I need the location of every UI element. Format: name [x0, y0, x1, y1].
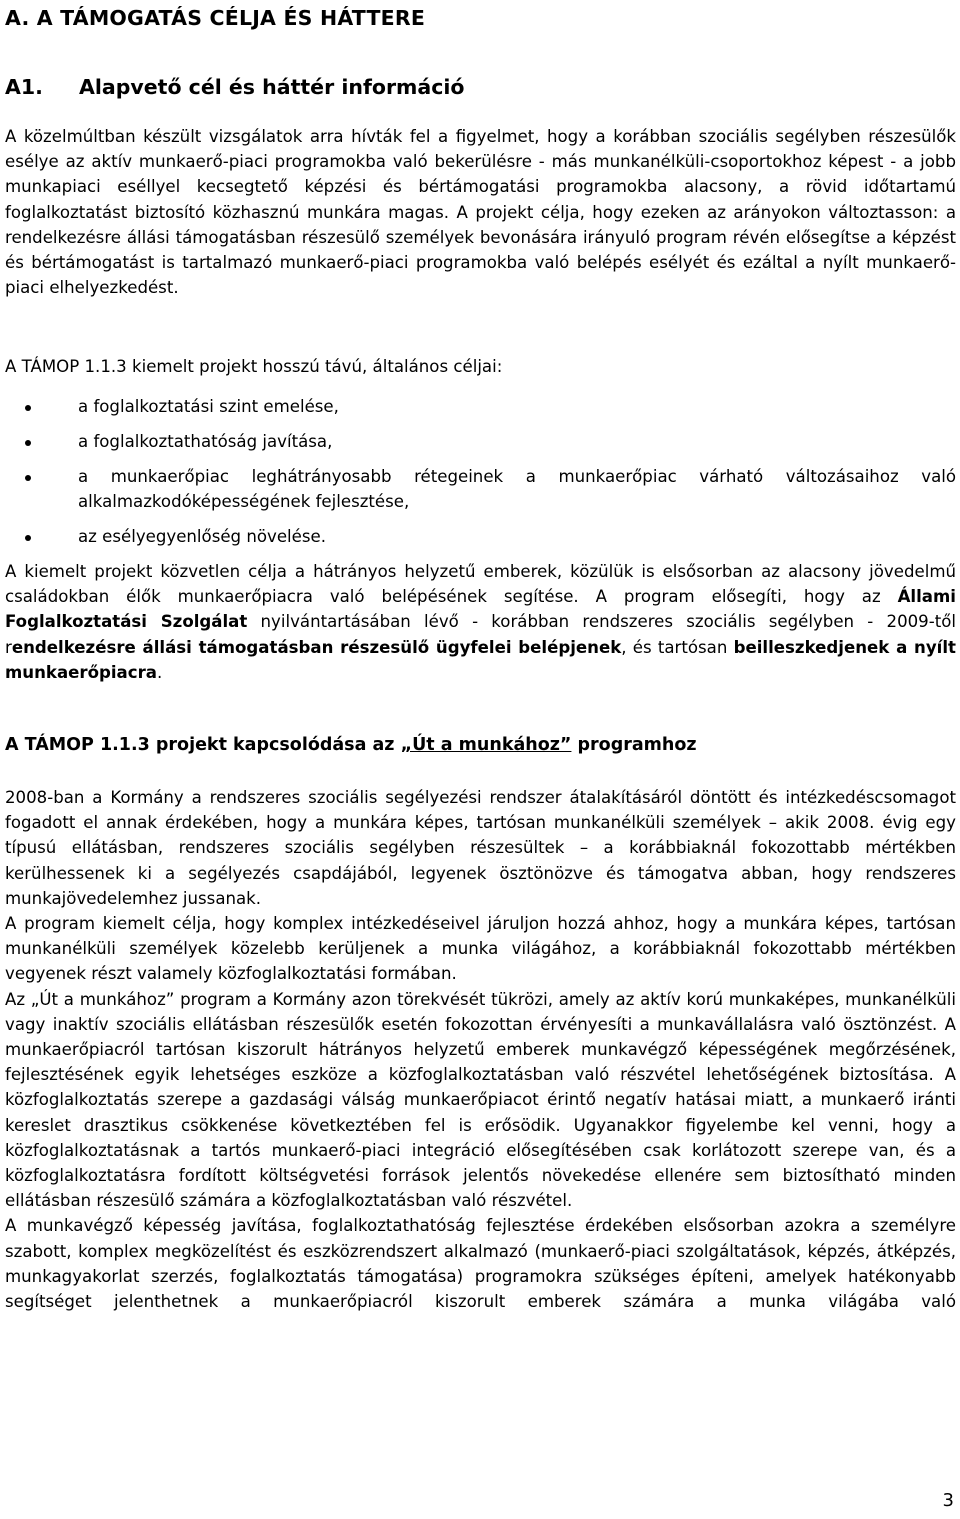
section-number: A1.: [5, 75, 43, 99]
body-paragraph: Az „Út a munkához” program a Kormány azon törekvését tükrözi, amely az aktív korú munkaképes, munkanélküli vagy inaktív szociális ellátásban részesülők esetén fokozottan érvényesíti a munkavállalásra való ösztönzést. A munkaerőpiacról tartósan kiszorult hátrányos helyzetű emberek munkavégző képességének megőrzésének, fejlesztésének egyik lehetséges eszköze a közfoglalkoztatásban való részvétel lehetőségének biztosítása. A közfoglalkoztatás szerepe a gazdasági válság munkaerőpiacot érintő negatív hatásai miatt, a munkaerő iránti kereslet drasztikus csökkenése következtében fel is erősödik. Ugyanakkor figyelembe kel venni, hogy a közfoglalkoztatásnak a tartós munkaerő-piaci integráció elősegítésében csak korlátozott szerepe van, és a közfoglalkoztatásra fordított költségvetési források jelentős növekedése ellenére sem biztosítható minden ellátásban részesülő számára a közfoglalkoztatásban való részvétel.: [5, 989, 956, 1211]
goal-item: [5, 524, 956, 549]
bullet-icon: [25, 440, 31, 446]
goals-block: [5, 354, 956, 558]
goals-lead: A TÁMOP 1.1.3 kiemelt projekt hosszú távú, általános céljai:: [5, 357, 503, 376]
direct-goal-paragraph: [5, 559, 956, 685]
bold-run: beilleszkedjenek a nyílt munkaerőpiacra: [5, 637, 956, 682]
bullet-icon: [25, 535, 31, 541]
intro-paragraph-block: [5, 124, 956, 300]
goal-item: [5, 464, 956, 514]
bullet-icon: [25, 405, 31, 411]
bold-run: Állami Foglalkoztatási Szolgálat: [5, 587, 956, 632]
intro-paragraph: [5, 124, 956, 300]
bold-run: endelkezésre állási támogatásban részesülő ügyfelei belépjenek: [11, 637, 622, 657]
subheading-block: [5, 733, 956, 758]
section-heading: [5, 73, 465, 101]
text-run: A kiemelt projekt közvetlen célja a hátrányos helyzetű emberek, közülük is elsősorban az alacsony jövedelmű családokban élők munkaerőpiacra való belépésének segítése. A program elősegíti, hogy az: [5, 562, 956, 607]
goal-text: a munkaerőpiac leghátrányosabb rétegeinek a munkaerőpiac várható változásaihoz való alkalmazkodóképességének fejlesztése,: [78, 466, 956, 511]
body-paragraph: 2008-ban a Kormány a rendszeres szociális segélyezési rendszer átalakításáról döntött és intézkedéscsomagot fogadott el annak érdekében, hogy a munkára képes, tartósan munkanélküli személyek – akik 2008. évig egy típusú ellátásban, rendszeres szociális segélyben részesültek – a korábbiaknál fokozottabb mértékben kerülhessenek ki a segélyezés csapdájából, legyenek ösztönözve és támogatva abban, hogy rendszeres munkajövedelemhez jussanak.: [5, 788, 956, 908]
goal-item: [5, 429, 956, 454]
intro-text-part1: A közelmúltban készült vizsgálatok arra hívták fel a figyelmet, hogy a korábban szociális segélyben részesülők esélye az aktív munkaerő-piaci programokba való bekerülésre - más munkanélküli-csoportokhoz képest - a jobb munkapiaci eséllyel kecsegtető képzési és bértámogatási programokba alacsony, a rövid időtartamú foglalkoztatást biztosító közhasznú munkára magas.: [5, 127, 956, 222]
subheading-underlined: „Út a munkához”: [400, 735, 572, 755]
goals-list: [5, 394, 956, 549]
body-paragraph: A munkavégző képesség javítása, foglalkoztathatóság fejlesztése érdekében elsősorban azokra a személyre szabott, komplex megközelítést és eszközrendszert alkalmazó (munkaerő-piaci szolgáltatások, képzés, átképzés, munkagyakorlat szerzés, foglalkoztatás támogatása) programokra szükséges építeni, amelyek hatékonyabb segítséget jelenthetnek a munkaerőpiacról kiszorult emberek számára a munka világába való: [5, 1216, 956, 1312]
body-paragraphs-block: [5, 785, 956, 1314]
bullet-icon: [25, 475, 31, 481]
main-heading: A. A TÁMOGATÁS CÉLJA ÉS HÁTTERE: [5, 6, 426, 30]
text-run: .: [156, 662, 163, 682]
goal-text: a foglalkoztathatóság javítása,: [78, 431, 333, 451]
text-run: nyilvántartásában lévő - korábban rendszeres szociális segélyben - 2009-től r: [5, 612, 956, 657]
goal-text: a foglalkoztatási szint emelése,: [78, 397, 339, 417]
section-title: Alapvető cél és háttér információ: [79, 75, 465, 99]
page-number: 3: [942, 1490, 954, 1511]
goal-item: [5, 394, 956, 419]
intro-text-part2: A projekt célja, hogy ezeken az arányokon változtasson: a rendelkezésre állási támogatásban részesülő személyek bevonására irányuló program révén elősegítse a képzést és bértámogatást is tartalmazó munkaerő-piaci programokba való belépés esélyét és ezáltal a nyílt munkaerő-piaci elhelyezkedést.: [5, 202, 956, 298]
goal-text: az esélyegyenlőség növelése.: [78, 526, 327, 546]
subheading: [5, 733, 956, 758]
subheading-suffix: programhoz: [571, 735, 697, 755]
text-run: , és tartósan: [621, 637, 734, 657]
body-paragraph: A program kiemelt célja, hogy komplex intézkedéseivel járuljon hozzá ahhoz, hogy a munkára képes, tartósan munkanélküli személyek közelebb kerüljenek a munka világához, a korábbiaknál fokozottabb mértékben vegyenek részt valamely közfoglalkoztatási formában.: [5, 914, 956, 984]
direct-goal-block: [5, 559, 956, 685]
subheading-prefix: A TÁMOP 1.1.3 projekt kapcsolódása az: [5, 735, 401, 755]
